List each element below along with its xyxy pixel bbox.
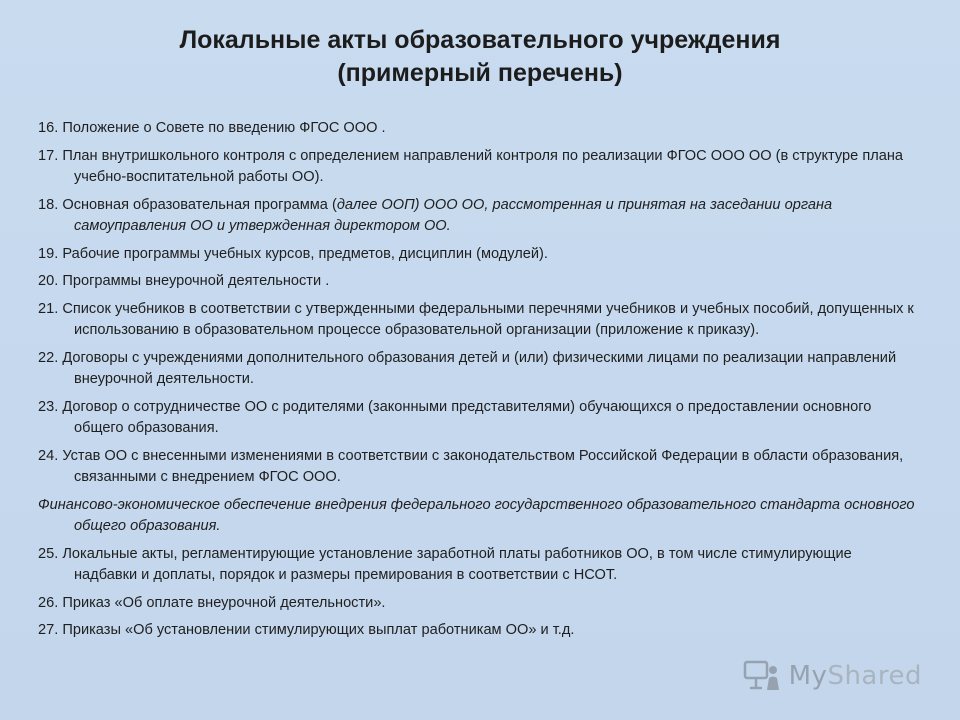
list-item-text: 18. Основная образовательная программа ( <box>38 196 337 213</box>
list-item: 25. Локальные акты, регламентирующие установление заработной платы работников ОО, в том числе стимулирующие надбавки и доплаты, порядок и размеры премирования в соответствии с НСОТ. <box>38 545 852 583</box>
list-item: 20. Программы внеурочной деятельности . <box>38 273 330 289</box>
watermark-prefix: My <box>788 661 828 691</box>
list-item: 22. Договоры с учреждениями дополнительного образования детей и (или) физическими лицами по реализации направлений внеурочной деятельности. <box>38 349 897 387</box>
list-item: 16. Положение о Совете по введению ФГОС ООО . <box>38 120 386 136</box>
section-heading: Финансово-экономическое обеспечение внедрения федерального государственного образовательного стандарта основного общего образования. <box>38 496 915 534</box>
list-item: 21. Список учебников в соответствии с утвержденными федеральными перечнями учебников и учебных пособий, допущенных к использованию в образовательном процессе образовательной организации (приложение к приказу). <box>38 300 914 338</box>
myshared-watermark <box>743 660 922 692</box>
list-item: 17. План внутришкольного контроля с определением направлений контроля по реализации ФГОС ООО ОО (в структуре плана учебно-воспитательной работы ОО). <box>38 147 904 185</box>
list-item: 26. Приказ «Об оплате внеурочной деятельности». <box>38 594 386 611</box>
list-item: 24. Устав ОО с внесенными изменениями в соответствии с законодательством Российской Федерации в области образования, связанными с внедрением ФГОС ООО. <box>38 447 904 485</box>
acts-list <box>38 118 918 648</box>
presentation-icon <box>743 660 783 692</box>
list-item <box>38 195 918 238</box>
slide-title <box>60 24 900 90</box>
list-item-italic-text: далее ООП) ООО ОО, рассмотренная и принятая на заседании органа самоуправления ОО и утвержденная директором ОО. <box>74 196 833 234</box>
title-line-1: Локальные акты образовательного учреждения <box>179 26 781 54</box>
list-item: 27. Приказы «Об установлении стимулирующих выплат работникам ОО» и т.д. <box>38 622 575 638</box>
list-item: 19. Рабочие программы учебных курсов, предметов, дисциплин (модулей). <box>38 245 548 262</box>
watermark-text <box>789 661 922 691</box>
watermark-suffix: Shared <box>827 661 922 691</box>
title-line-2: (примерный перечень) <box>337 59 623 87</box>
list-item: 23. Договор о сотрудничестве ОО с родителями (законными представителями) обучающихся о предоставлении основного общего образования. <box>38 398 872 436</box>
